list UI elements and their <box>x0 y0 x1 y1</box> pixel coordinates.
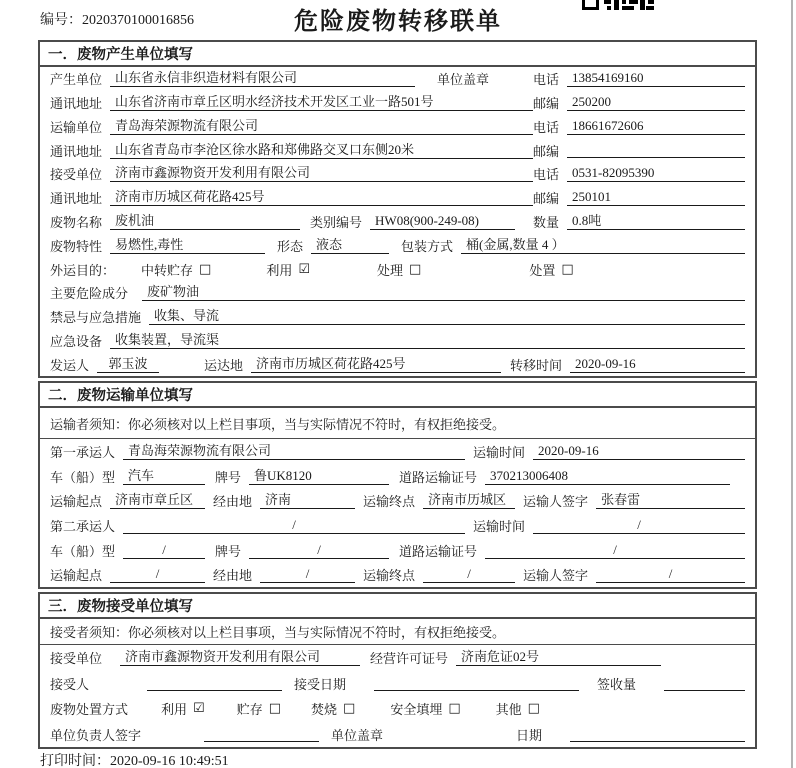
second-plate-label: 牌号 <box>215 543 242 559</box>
second-carrier-sign-value: / <box>596 566 745 583</box>
first-plate-label: 牌号 <box>215 469 242 485</box>
taboo-measures-label: 禁忌与应急措施 <box>50 310 142 326</box>
second-carrier-label: 第二承运人 <box>50 518 116 534</box>
destination-value: 济南市历城区荷花路425号 <box>251 356 501 373</box>
first-route-start-label: 运输起点 <box>50 494 103 510</box>
disposal-option-utilize <box>161 699 205 718</box>
producer-phone-value: 13854169160 <box>567 70 745 87</box>
second-permit-value: / <box>485 542 745 559</box>
transporter-address-label: 通讯地址 <box>50 143 103 159</box>
first-transport-time-value: 2020-09-16 <box>533 443 745 460</box>
receiver-phone-label: 电话 <box>533 167 560 183</box>
emergency-equipment-value: 收集装置，导流渠 <box>110 332 745 349</box>
waste-form-value: 液态 <box>311 237 389 254</box>
taboo-measures-value: 收集、导流 <box>149 308 745 325</box>
first-carrier-row <box>40 439 755 464</box>
recipient-row <box>40 671 755 697</box>
second-route-row <box>40 562 755 587</box>
unit-seal-label: 单位盖章 <box>437 72 490 88</box>
receiver-date-value <box>570 727 745 742</box>
waste-property-label: 废物特性 <box>50 238 103 254</box>
first-vehicle-type-value: 汽车 <box>123 468 205 485</box>
purpose-treat-checkbox: □ <box>409 261 422 277</box>
first-vehicle-row <box>40 464 755 489</box>
accept-date-value <box>374 676 579 691</box>
destination-label: 运达地 <box>204 357 244 373</box>
producer-row <box>40 67 755 91</box>
serial-label: 编号： <box>40 13 82 28</box>
receiver-phone-value: 0531-82095390 <box>567 165 745 182</box>
second-route-via-label: 经由地 <box>213 568 253 584</box>
producer-address-row <box>40 91 755 115</box>
second-route-start-label: 运输起点 <box>50 568 103 584</box>
receiver-date-label: 日期 <box>516 727 543 743</box>
scan-edge-line <box>791 0 793 768</box>
disposal-option-storage <box>237 699 281 718</box>
license-label: 经营许可证号 <box>370 651 449 667</box>
purpose-option-dispose-text: 处置 <box>529 262 556 278</box>
transfer-time-label: 转移时间 <box>510 357 563 373</box>
transporter-address-row <box>40 138 755 162</box>
transporter-label: 运输单位 <box>50 119 103 135</box>
purpose-option-transfer-storage-text: 中转贮存 <box>141 262 194 278</box>
responsible-sign-row <box>40 722 755 748</box>
print-time-line <box>40 750 229 768</box>
transport-notice: 运输者须知：你必须核对以上栏目事项，当与实际情况不符时，有权拒绝接受。 <box>40 408 755 439</box>
section-producer <box>38 40 757 378</box>
waste-name-row <box>40 210 755 234</box>
serial-number: 2020370100016856 <box>82 13 194 28</box>
accept-unit-value: 济南市鑫源物资开发利用有限公司 <box>120 649 360 666</box>
waste-code-label: 类别编号 <box>310 214 363 230</box>
second-transport-time-label: 运输时间 <box>473 518 526 534</box>
taboo-measures-row <box>40 305 755 329</box>
first-route-end-label: 运输终点 <box>363 494 416 510</box>
disposal-option-storage-text: 贮存 <box>236 702 263 718</box>
second-vehicle-type-label: 车（船）型 <box>50 543 116 559</box>
first-route-via-label: 经由地 <box>213 494 253 510</box>
first-route-row <box>40 488 755 513</box>
purpose-dispose-checkbox: □ <box>561 261 574 277</box>
purpose-utilize-checkbox: ☑ <box>298 261 310 277</box>
hazard-component-value: 废矿物油 <box>142 284 745 301</box>
section-receiver-title: 三．废物接受单位填写 <box>40 594 755 619</box>
waste-qty-value: 0.8吨 <box>567 213 745 230</box>
serial-number-line <box>40 9 194 29</box>
waste-property-row <box>40 233 755 257</box>
disposal-option-incinerate <box>311 699 355 718</box>
second-plate-value: / <box>249 542 389 559</box>
responsible-sign-value <box>204 727 319 742</box>
emergency-equipment-label: 应急设备 <box>50 333 103 349</box>
receiver-value: 济南市鑫源物资开发利用有限公司 <box>110 165 533 182</box>
recipient-label: 接受人 <box>50 676 90 692</box>
producer-zip-value: 250200 <box>567 94 745 111</box>
purpose-row <box>40 257 755 281</box>
disposal-option-utilize-text: 利用 <box>161 702 188 718</box>
receipt-qty-label: 签收量 <box>597 676 637 692</box>
waste-code-value: HW08(900-249-08) <box>370 213 515 230</box>
qr-code-fragment <box>582 0 654 11</box>
transporter-zip-value <box>567 143 745 158</box>
transporter-row <box>40 115 755 139</box>
receiver-label: 接受单位 <box>50 167 103 183</box>
second-route-via-value: / <box>260 566 355 583</box>
second-permit-label: 道路运输证号 <box>399 543 478 559</box>
first-transport-time-label: 运输时间 <box>473 444 526 460</box>
purpose-option-treat-text: 处理 <box>377 262 404 278</box>
receiver-seal-label: 单位盖章 <box>331 727 384 743</box>
receiver-zip-label: 邮编 <box>533 191 560 207</box>
receiver-row <box>40 162 755 186</box>
purpose-option-dispose <box>529 260 573 279</box>
second-transport-time-value: / <box>533 517 745 534</box>
first-carrier-value: 青岛海荣源物流有限公司 <box>123 443 465 460</box>
purpose-option-treat <box>377 260 421 279</box>
first-route-start-value: 济南市章丘区 <box>110 492 205 509</box>
second-carrier-value: / <box>123 517 465 534</box>
receiver-address-row <box>40 186 755 210</box>
purpose-option-utilize-text: 利用 <box>266 262 293 278</box>
waste-property-value: 易燃性,毒性 <box>110 237 265 254</box>
section-producer-title: 一．废物产生单位填写 <box>40 42 755 67</box>
second-route-end-label: 运输终点 <box>363 568 416 584</box>
waste-name-value: 废机油 <box>110 213 300 230</box>
disposal-option-other-text: 其他 <box>495 702 522 718</box>
hazard-component-row <box>40 281 755 305</box>
disposal-other-checkbox: □ <box>527 701 540 717</box>
purpose-transfer-storage-checkbox: □ <box>199 261 212 277</box>
first-permit-value: 370213006408 <box>485 468 730 485</box>
shipper-label: 发运人 <box>50 357 90 373</box>
first-carrier-sign-value: 张春雷 <box>596 492 745 509</box>
accept-unit-row <box>40 645 755 671</box>
disposal-method-label: 废物处置方式 <box>50 702 129 718</box>
waste-name-label: 废物名称 <box>50 214 103 230</box>
hazard-component-label: 主要危险成分 <box>50 286 129 302</box>
page-title: 危险废物转移联单 <box>294 9 502 35</box>
waste-qty-label: 数量 <box>533 214 560 230</box>
receiver-zip-value: 250101 <box>567 189 745 206</box>
transporter-phone-label: 电话 <box>533 119 560 135</box>
second-vehicle-row <box>40 538 755 563</box>
second-route-end-value: / <box>423 566 515 583</box>
disposal-utilize-checkbox: ☑ <box>193 701 205 717</box>
print-time-label: 打印时间： <box>40 754 110 768</box>
waste-form-label: 形态 <box>277 238 304 254</box>
disposal-landfill-checkbox: □ <box>448 701 461 717</box>
disposal-option-landfill <box>390 699 460 718</box>
responsible-sign-label: 单位负责人签字 <box>50 727 142 743</box>
disposal-option-incinerate-text: 焚烧 <box>311 702 338 718</box>
disposal-storage-checkbox: □ <box>268 701 281 717</box>
first-route-end-value: 济南市历城区 <box>423 492 515 509</box>
second-carrier-sign-label: 运输人签字 <box>523 568 589 584</box>
purpose-label: 外运目的： <box>50 262 116 278</box>
packing-value: 桶(金属,数量 4 ） <box>461 237 745 254</box>
second-route-start-value: / <box>110 566 205 583</box>
receiver-address-value: 济南市历城区荷花路425号 <box>110 189 533 206</box>
transporter-zip-label: 邮编 <box>533 143 560 159</box>
section-receiver <box>38 592 757 749</box>
accept-unit-label: 接受单位 <box>50 651 103 667</box>
producer-label: 产生单位 <box>50 72 103 88</box>
first-carrier-label: 第一承运人 <box>50 444 116 460</box>
disposal-option-other <box>496 699 540 718</box>
shipper-value: 郭玉波 <box>97 356 159 373</box>
license-value: 济南危证02号 <box>456 649 661 666</box>
producer-zip-label: 邮编 <box>533 96 560 112</box>
print-time-value: 2020-09-16 10:49:51 <box>110 754 229 768</box>
emergency-equipment-row <box>40 328 755 352</box>
producer-value: 山东省永信非织造材料有限公司 <box>110 70 415 87</box>
producer-address-label: 通讯地址 <box>50 96 103 112</box>
shipper-row <box>40 352 755 376</box>
purpose-option-transfer-storage <box>141 260 211 279</box>
transfer-time-value: 2020-09-16 <box>570 356 745 373</box>
first-permit-label: 道路运输证号 <box>399 469 478 485</box>
section-transport <box>38 381 757 589</box>
second-carrier-row <box>40 513 755 538</box>
second-vehicle-type-value: / <box>123 542 205 559</box>
recipient-value <box>147 676 282 691</box>
disposal-option-landfill-text: 安全填埋 <box>390 702 443 718</box>
section-transport-title: 二．废物运输单位填写 <box>40 383 755 408</box>
accept-date-label: 接受日期 <box>294 676 347 692</box>
receiver-notice: 接受者须知：你必须核对以上栏目事项，当与实际情况不符时，有权拒绝接受。 <box>40 619 755 645</box>
transporter-address-value: 山东省青岛市李沧区徐水路和郑佛路交叉口东侧20米 <box>110 142 533 159</box>
packing-label: 包装方式 <box>401 238 454 254</box>
first-plate-value: 鲁UK8120 <box>249 468 389 485</box>
first-carrier-sign-label: 运输人签字 <box>523 494 589 510</box>
disposal-method-row <box>40 696 755 722</box>
first-vehicle-type-label: 车（船）型 <box>50 469 116 485</box>
receiver-address-label: 通讯地址 <box>50 191 103 207</box>
transporter-value: 青岛海荣源物流有限公司 <box>110 118 533 135</box>
receipt-qty-value <box>664 676 745 691</box>
producer-address-value: 山东省济南市章丘区明水经济技术开发区工业一路501号 <box>110 94 533 111</box>
transporter-phone-value: 18661672606 <box>567 118 745 135</box>
purpose-option-utilize <box>266 260 310 279</box>
disposal-incinerate-checkbox: □ <box>343 701 356 717</box>
first-route-via-value: 济南 <box>260 492 355 509</box>
producer-phone-label: 电话 <box>533 72 560 88</box>
